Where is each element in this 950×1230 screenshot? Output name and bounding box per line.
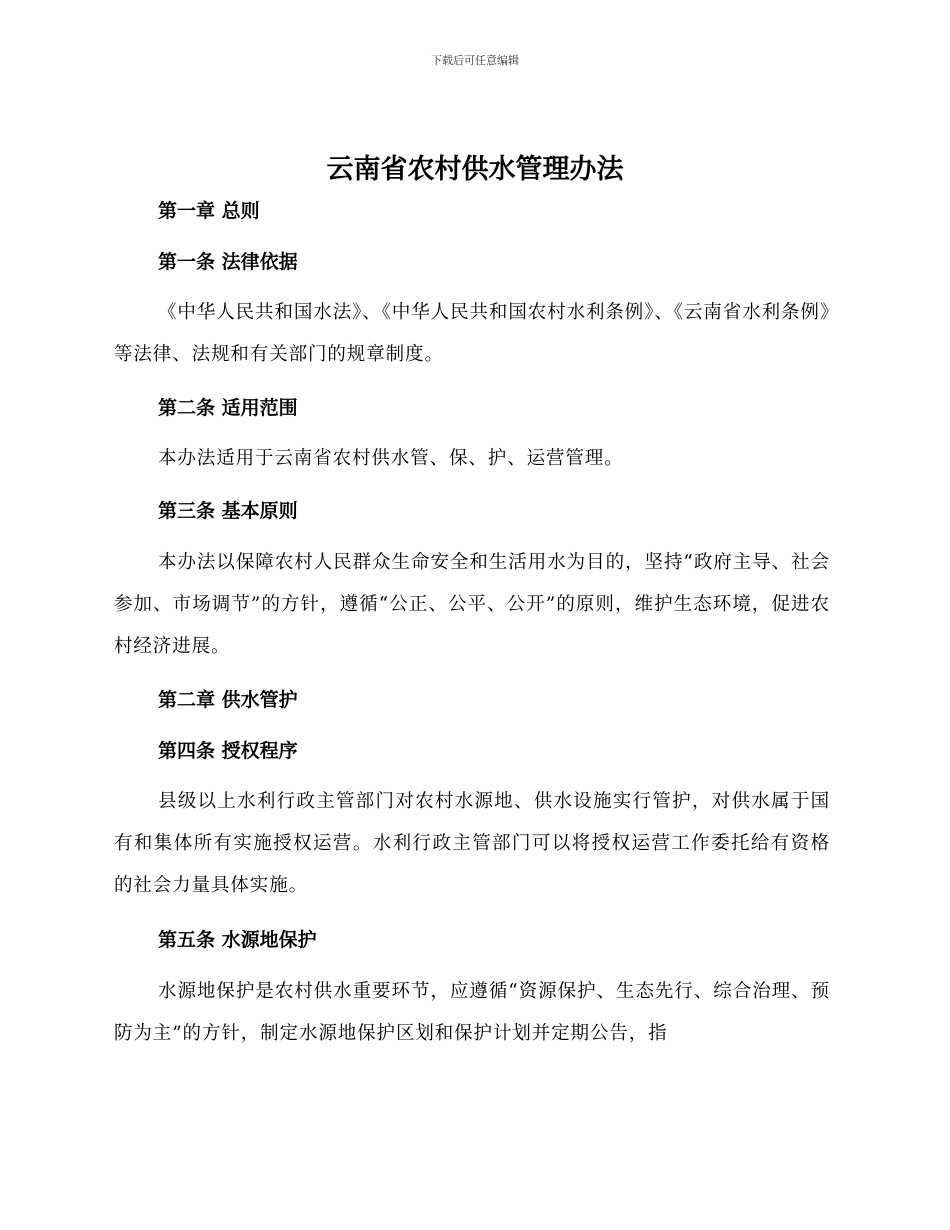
article-2-heading: 第二条 适用范围: [158, 397, 298, 419]
article-2-text: 本办法适用于云南省农村供水管、保、护、运营管理。: [158, 448, 624, 469]
chapter-1-heading: 第一章 总则: [158, 200, 260, 222]
article-5-heading: 第五条 水源地保护: [158, 929, 317, 951]
article-3-text: 本办法以保障农村人民群众生命安全和生活用水为目的，坚持“政府主导、社会参加、市场调节”的方针，遵循“公正、公平、公开”的原则，维护生态环境，促进农村经济进展。: [114, 552, 830, 657]
article-5-text: 水源地保护是农村供水重要环节，应遵循“资源保护、生态先行、综合治理、预防为主”的方针，制定水源地保护区划和保护计划并定期公告，指: [114, 981, 830, 1044]
article-1-heading: 第一条 法律依据: [158, 251, 298, 273]
article-4-heading: 第四条 授权程序: [158, 740, 298, 762]
article-4-text: 县级以上水利行政主管部门对农村水源地、供水设施实行管护，对供水属于国有和集体所有实施授权运营。水利行政主管部门可以将授权运营工作委托给有资格的社会力量具体实施。: [114, 791, 830, 896]
article-1-text: 《中华人民共和国水法》、《中华人民共和国农村水利条例》、《云南省水利条例》等法律、法规和有关部门的规章制度。: [114, 302, 830, 365]
article-3-heading: 第三条 基本原则: [158, 500, 298, 522]
page-header-note: 下载后可任意编辑: [431, 54, 519, 67]
chapter-2-heading: 第二章 供水管护: [158, 689, 298, 711]
document-title: 云南省农村供水管理办法: [326, 154, 624, 185]
